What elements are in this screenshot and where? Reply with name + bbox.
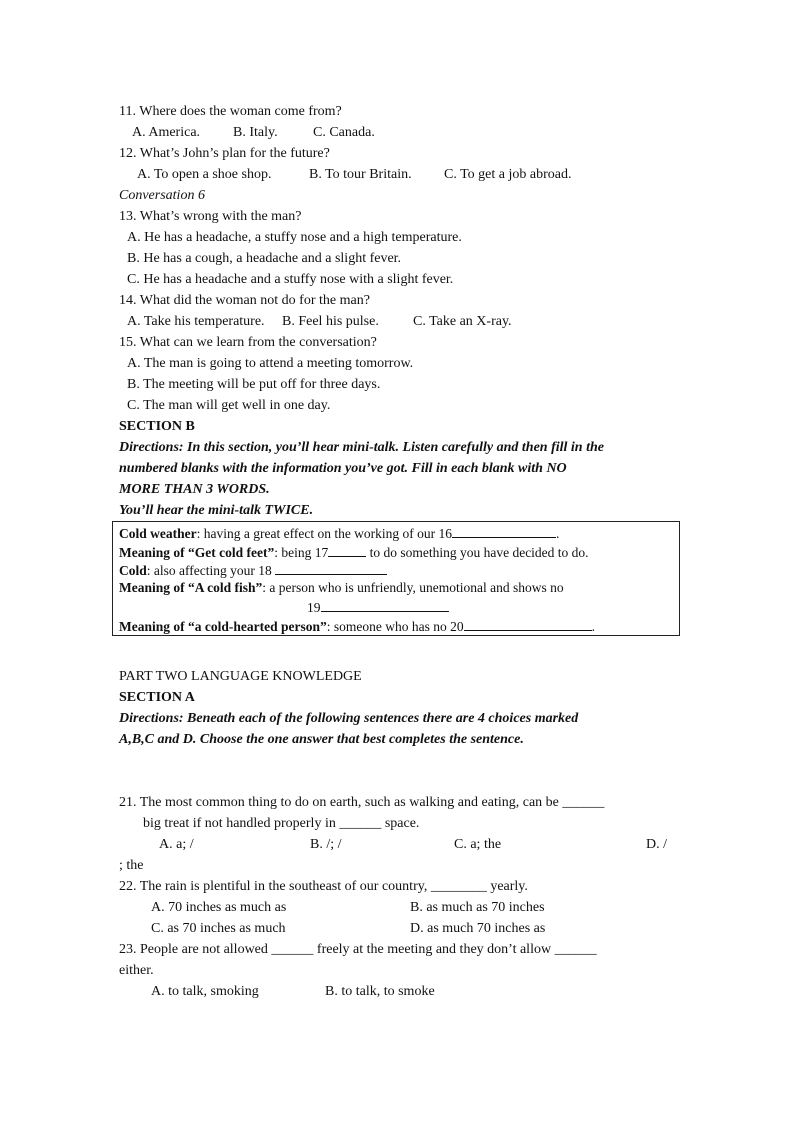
question-21: 21. The most common thing to do on earth, such as walking and eating, can be ______ [119,795,605,810]
question-14-options [119,311,689,332]
option: A. To open a shoe shop. [137,167,272,182]
section-b-directions: numbered blanks with the information you’ve got. Fill in each blank with NO [119,461,567,476]
option: B. To tour Britain. [309,167,412,182]
blank-16[interactable] [452,523,556,538]
row-text: to do something you have decided to do. [366,544,589,560]
question-22: 22. The rain is plentiful in the southeast of our country, ________ yearly. [119,879,528,894]
row-label: Cold [119,563,147,578]
option: A. Take his temperature. [127,314,265,329]
row-text: : also affecting your 18 [146,563,276,578]
table-row [119,523,679,542]
question-14: 14. What did the woman not do for the man? [119,293,370,308]
option: A. to talk, smoking [151,984,259,999]
section-a-heading: SECTION A [119,690,195,705]
question-23: 23. People are not allowed ______ freely at the meeting and they don’t allow ______ [119,942,597,957]
section-b-directions: Directions: In this section, you’ll hear mini-talk. Listen carefully and then fill in the [119,440,604,455]
row-text: : a person who is unfriendly, unemotional and shows no [262,579,564,595]
row-label: Meaning of “a cold-hearted person” [119,618,327,634]
question-13-option-b: B. He has a cough, a headache and a slight fever. [127,251,402,266]
question-23-options [119,981,689,1002]
table-row [119,560,679,579]
option: C. Take an X-ray. [413,314,512,329]
question-15: 15. What can we learn from the conversation? [119,335,377,350]
question-23-cont: either. [119,963,154,978]
option: A. America. [132,125,201,140]
row-text: : having a great effect on the working of our 16 [196,526,453,541]
exam-page [119,101,689,1002]
part-two-heading: PART TWO LANGUAGE KNOWLEDGE [119,669,362,684]
conversation-heading: Conversation 6 [119,188,205,203]
question-13: 13. What’s wrong with the man? [119,209,302,224]
section-b-heading: SECTION B [119,419,195,434]
option: C. To get a job abroad. [444,167,572,182]
option: B. to talk, to smoke [325,984,435,999]
question-15-option-b: B. The meeting will be put off for three days. [127,377,381,392]
option: A. a; / [159,837,194,852]
row-text: : someone who has no 20 [326,618,464,634]
fill-in-table [112,521,680,636]
option: C. a; the [454,837,502,852]
option: D. / [646,837,667,852]
row-label: Cold weather [119,526,197,541]
table-row [119,579,679,598]
row-label: Meaning of “Get cold feet” [119,544,275,560]
blank-20[interactable] [464,616,592,631]
option: B. Italy. [233,125,278,140]
period: . [556,526,560,541]
option: B. as much as 70 inches [410,900,545,915]
row-text: 19 [307,600,321,615]
option: A. 70 inches as much as [151,900,287,915]
option: B. Feel his pulse. [282,314,379,329]
row-text: : being 17 [274,544,329,560]
section-a-directions: A,B,C and D. Choose the one answer that best completes the sentence. [119,732,524,747]
question-15-option-c: C. The man will get well in one day. [127,398,331,413]
question-15-option-a: A. The man is going to attend a meeting tomorrow. [127,356,414,371]
option: D. as much 70 inches as [410,921,546,936]
table-row [119,542,679,561]
question-12: 12. What’s John’s plan for the future? [119,146,330,161]
question-21-options [119,834,689,855]
blank-17[interactable] [328,542,366,557]
blank-19[interactable] [321,597,449,612]
option: C. Canada. [313,125,375,140]
question-21-option-wrap: ; the [119,858,144,873]
table-row [119,616,679,635]
question-11: 11. Where does the woman come from? [119,104,342,119]
question-13-option-a: A. He has a headache, a stuffy nose and a high temperature. [127,230,462,245]
option: C. as 70 inches as much [151,921,286,936]
row-label: Meaning of “A cold fish” [119,579,263,595]
question-22-options-row1 [119,897,689,918]
question-13-option-c: C. He has a headache and a stuffy nose with a slight fever. [127,272,454,287]
option: B. /; / [310,837,342,852]
question-11-options [119,122,689,143]
table-row [119,597,679,616]
section-b-directions: MORE THAN 3 WORDS. [119,482,270,497]
section-b-twice-note: You’ll hear the mini-talk TWICE. [119,503,314,518]
question-21-cont: big treat if not handled properly in ______ space. [143,816,420,831]
question-12-options [119,164,689,185]
question-22-options-row2 [119,918,689,939]
period: . [591,618,595,634]
blank-18[interactable] [275,560,387,575]
section-a-directions: Directions: Beneath each of the following sentences there are 4 choices marked [119,711,579,726]
